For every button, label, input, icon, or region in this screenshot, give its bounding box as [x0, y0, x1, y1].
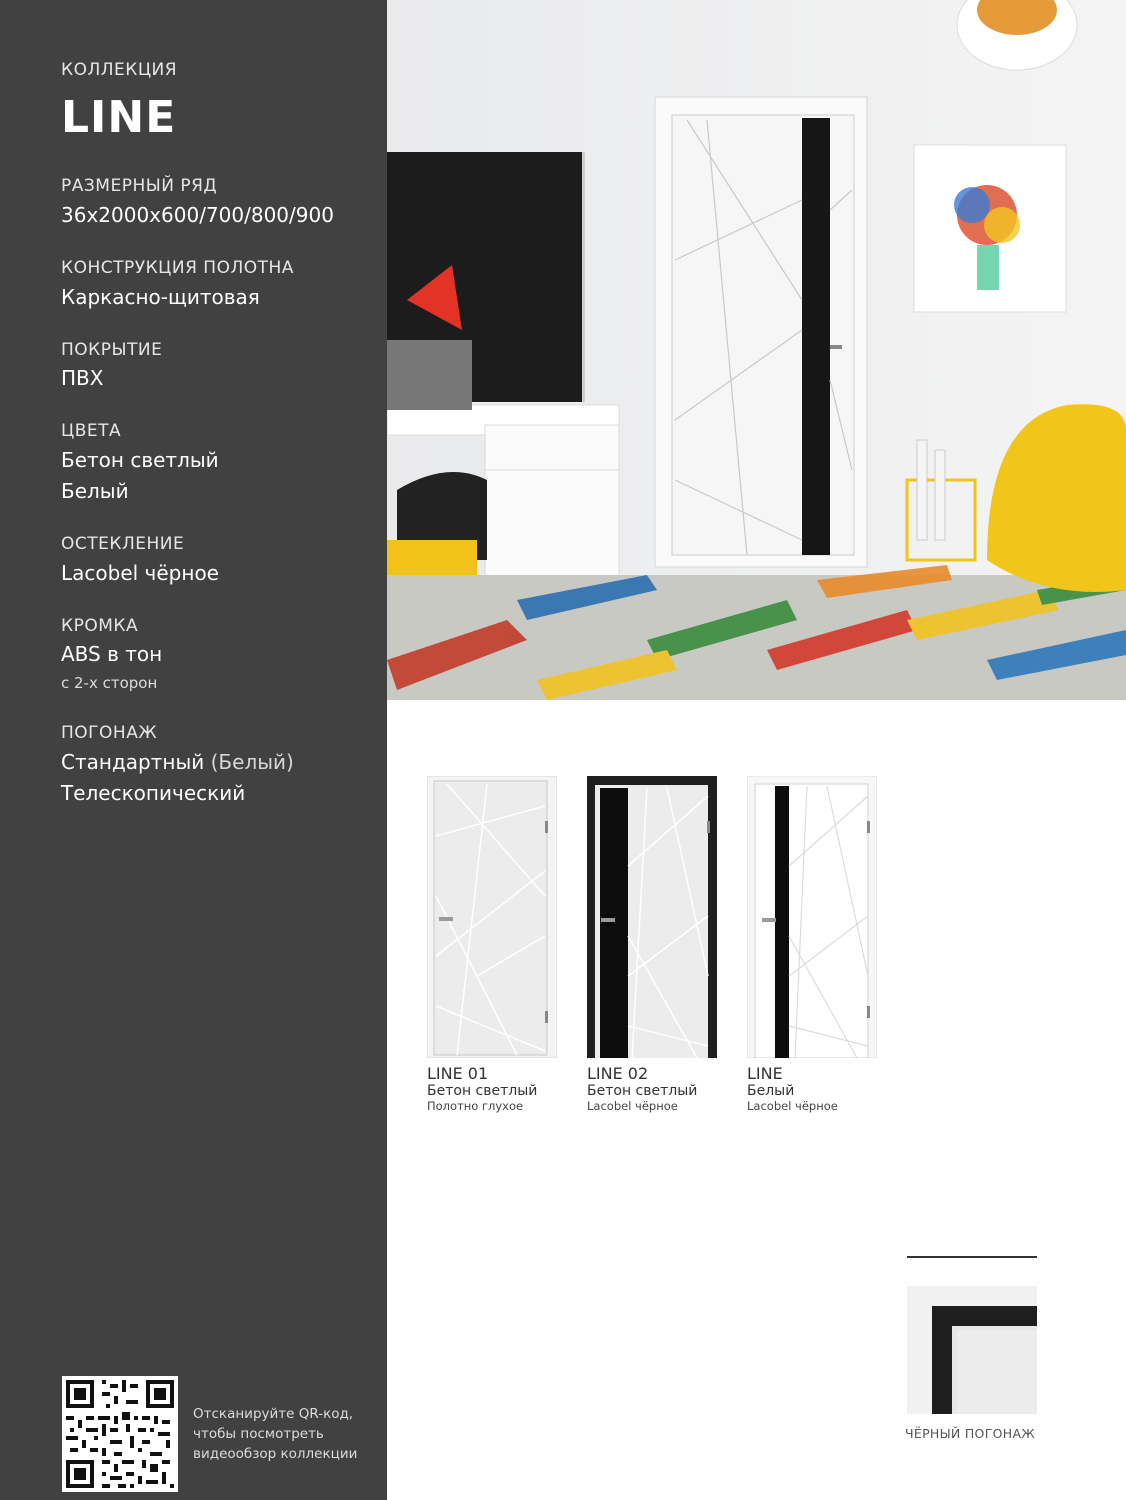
- qr-instruction: Отсканируйте QR-код, чтобы посмотреть видеообзор коллекции: [193, 1406, 358, 1462]
- collection-label: КОЛЛЕКЦИЯ: [61, 60, 178, 80]
- size-label: РАЗМЕРНЫЙ РЯД: [61, 176, 218, 196]
- collection-name: LINE: [61, 92, 177, 143]
- swatch-label: ЧЁРНЫЙ ПОГОНАЖ: [905, 1426, 1036, 1441]
- coating-label: ПОКРЫТИЕ: [61, 340, 163, 360]
- colors-label: ЦВЕТА: [61, 421, 122, 441]
- construction-label: КОНСТРУКЦИЯ ПОЛОТНА: [61, 258, 294, 278]
- door-line-01[interactable]: [427, 776, 557, 1058]
- door-caption-1: LINE 01 Бетон светлый Полотно глухое: [427, 1064, 538, 1113]
- size-value: 36x2000x600/700/800/900: [61, 203, 334, 227]
- molding-label: ПОГОНАЖ: [61, 723, 158, 743]
- molding-standard-name: Стандартный: [61, 750, 205, 774]
- molding-standard-note: (Белый): [210, 750, 294, 774]
- edge-value: ABS в тон: [61, 642, 163, 666]
- qr-code[interactable]: [62, 1376, 178, 1492]
- glazing-label: ОСТЕКЛЕНИЕ: [61, 534, 185, 554]
- glazing-value: Lacobel чёрное: [61, 561, 219, 585]
- interior-photo: [387, 0, 1126, 700]
- color-value-2: Белый: [61, 479, 129, 503]
- black-molding-swatch: [907, 1286, 1037, 1414]
- molding-standard: [61, 750, 294, 774]
- construction-value: Каркасно-щитовая: [61, 285, 260, 309]
- door-line-02[interactable]: [587, 776, 717, 1058]
- edge-label: КРОМКА: [61, 616, 139, 636]
- door-caption-2: LINE 02 Бетон светлый Lacobel чёрное: [587, 1064, 698, 1113]
- door-caption-3: LINE Белый Lacobel чёрное: [747, 1064, 838, 1113]
- spec-sidebar: [0, 0, 387, 1500]
- molding-telescopic: Телескопический: [61, 781, 246, 805]
- door-line-white[interactable]: [747, 776, 877, 1058]
- coating-value: ПВХ: [61, 366, 104, 390]
- edge-note: с 2-х сторон: [61, 674, 158, 692]
- color-value-1: Бетон светлый: [61, 448, 219, 472]
- swatch-divider: [907, 1256, 1037, 1258]
